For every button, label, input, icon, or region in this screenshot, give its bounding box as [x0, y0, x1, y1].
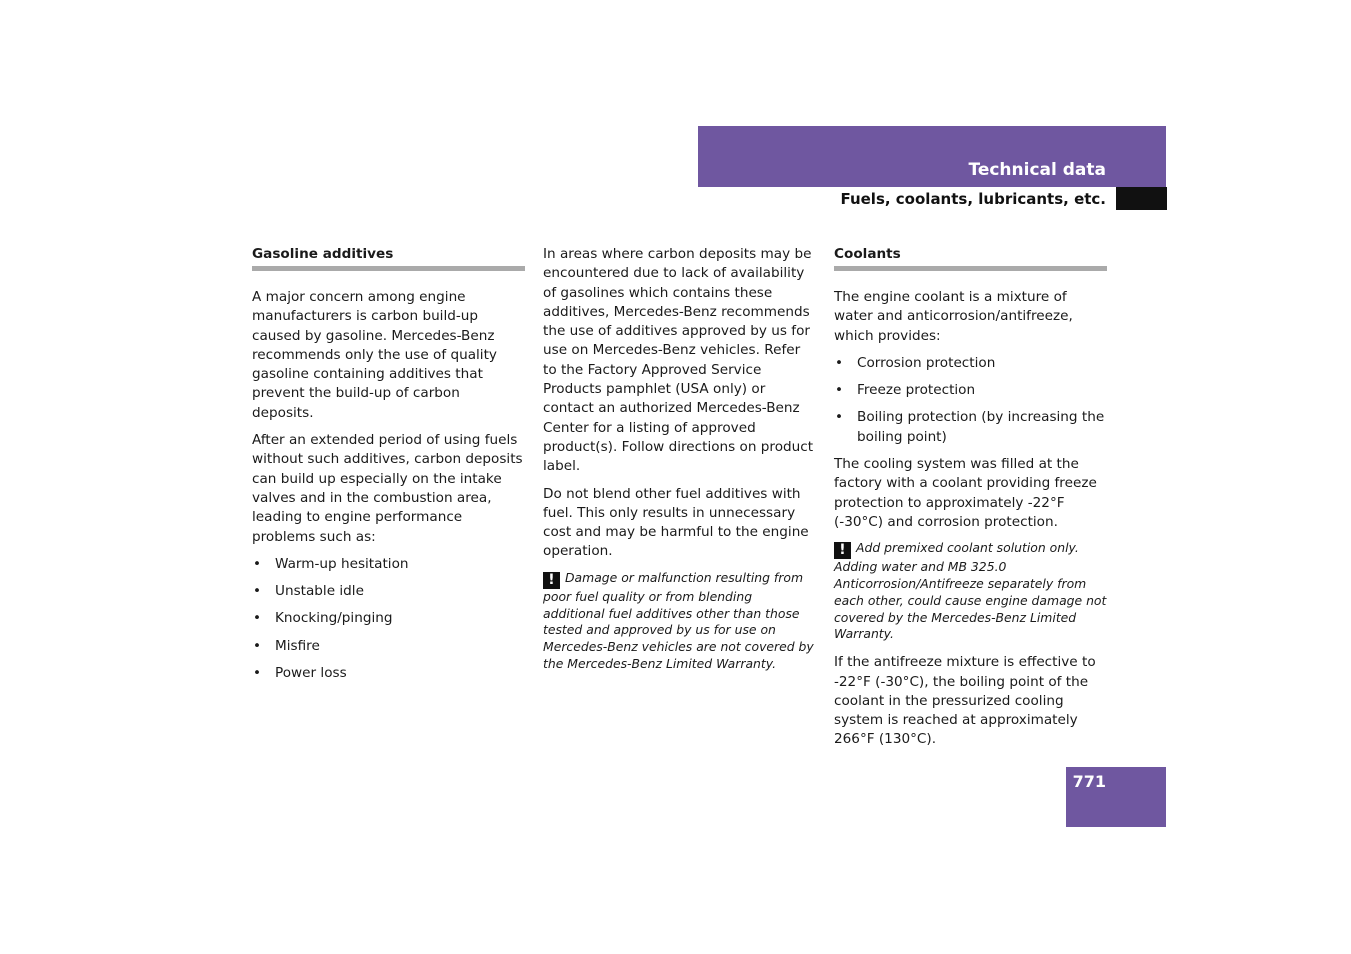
warning-note [834, 540, 1107, 643]
list-item: • Boiling protection (by increasing the boiling point) [835, 409, 1105, 445]
column-additive-recommendations [543, 245, 816, 683]
bullet-icon: • [835, 409, 844, 426]
bullet-icon: • [253, 665, 262, 682]
column-gasoline-additives [252, 245, 525, 691]
bullet-icon: • [253, 610, 262, 627]
list-item: • Unstable idle [252, 582, 525, 601]
warning-text: Add premixed coolant solution only. Adding water and MB 325.0 Anticorrosion/Antifreeze separately from each other, could cause engine damage not covered by the Mercedes-Benz Limited Warranty. [834, 540, 1107, 642]
list-item: • Freeze protection [834, 381, 1107, 400]
section-tab-marker [1116, 187, 1167, 210]
list-item: • Corrosion protection [834, 354, 1107, 373]
bullet-icon: • [253, 583, 262, 600]
warning-text: Damage or malfunction resulting from poor fuel quality or from blending additional fuel additives other than those tested and approved by us for use on Mercedes-Benz vehicles are not covered by the Mercedes-Benz Limited Warranty. [543, 569, 814, 671]
coolant-benefits-list [834, 354, 1107, 447]
page-number: 771 [1072, 772, 1106, 791]
list-item: • Power loss [252, 664, 525, 683]
page-number-box [1066, 767, 1166, 827]
paragraph: A major concern among engine manufacturers is carbon build-up caused by gasoline. Mercedes-Benz recommends only the use of quality gasoline containing additives that prevent the build-up of carbon deposits. [252, 289, 497, 421]
paragraph: The cooling system was filled at the factory with a coolant providing freeze protection to approximately -22°F (-30°C) and corrosion protection. [834, 456, 1097, 530]
warning-icon: ! [543, 572, 560, 589]
problem-list [252, 555, 525, 683]
header-band [698, 126, 1166, 187]
bullet-icon: • [835, 354, 844, 371]
bullet-icon: • [253, 637, 262, 654]
column-coolants [834, 245, 1107, 758]
heading-gasoline-additives: Gasoline additives [252, 245, 525, 271]
bullet-icon: • [835, 382, 844, 399]
section-title: Fuels, coolants, lubricants, etc. [840, 190, 1106, 208]
paragraph: After an extended period of using fuels without such additives, carbon deposits can build up especially on the intake valves and in the combustion area, leading to engine performance problems such as: [252, 432, 523, 545]
bullet-icon: • [253, 555, 262, 572]
list-item: • Warm-up hesitation [252, 555, 525, 574]
paragraph: In areas where carbon deposits may be encountered due to lack of availability of gasolines which contains these additives, Mercedes-Benz recommends the use of additives approved by us for use on Mercedes-Benz vehicles. Refer to the Factory Approved Service Products pamphlet (USA only) or contact an authorized Mercedes-Benz Center for a listing of approved product(s). Follow directions on product label. [543, 246, 814, 475]
chapter-title: Technical data [968, 160, 1106, 180]
paragraph: If the antifreeze mixture is effective to -22°F (-30°C), the boiling point of the coolant in the pressurized cooling system is reached at approximately 266°F (130°C). [834, 654, 1096, 748]
paragraph: Do not blend other fuel additives with fuel. This only results in unnecessary cost and may be harmful to the engine operation. [543, 485, 809, 560]
paragraph: The engine coolant is a mixture of water and anticorrosion/antifreeze, which provides: [834, 289, 1073, 344]
warning-icon: ! [834, 542, 851, 559]
list-item: • Misfire [252, 637, 525, 656]
warning-note [543, 570, 816, 673]
heading-coolants: Coolants [834, 245, 1107, 271]
list-item: • Knocking/pinging [252, 609, 525, 628]
